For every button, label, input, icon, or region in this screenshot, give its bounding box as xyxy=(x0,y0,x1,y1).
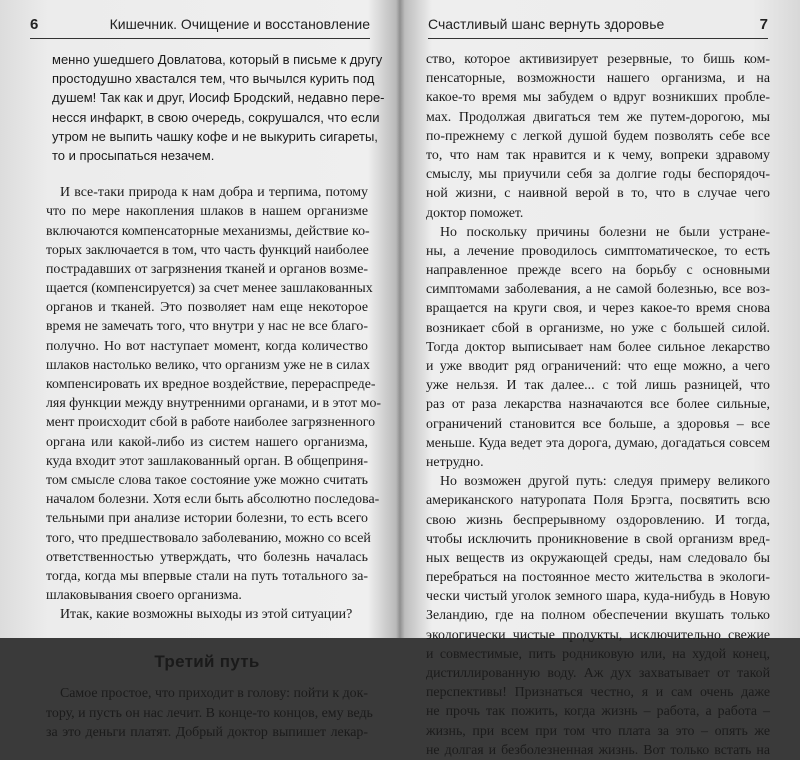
text-line: ство, которое активизирует резервные, то бишь ком- xyxy=(426,52,770,67)
text-line: куда входит этот зашлакованный орган. В общеприня- xyxy=(46,453,368,469)
text-line: органов и тканей. Это позволяет нам еще некоторое xyxy=(46,300,368,316)
text-line: менно ушедшего Довлатова, который в письме к другу xyxy=(52,52,383,67)
text-line: тогда, когда мы впервые стали на путь тотального за- xyxy=(46,568,368,584)
text-line: жизнь, при всем при том что плата за это – опять же xyxy=(426,723,770,739)
text-line: включаются компенсаторные механизмы, действие ко- xyxy=(46,223,370,239)
text-line: торых заключается в том, что часть функций наиболее xyxy=(46,242,369,258)
text-line: то, что нам так нравится и к чему, вопреки здравому xyxy=(426,147,770,163)
text-line: Самое простое, что приходит в голову: пойти к док- xyxy=(60,686,368,702)
text-line: И все-таки природа к нам добра и терпима, потому xyxy=(60,185,368,201)
spacer xyxy=(46,165,368,183)
text-line: дистиллированную воду. Аж дух захватывает от такой xyxy=(426,666,770,681)
text-line: том смысле слова такое состояние уже можно считать xyxy=(46,472,368,488)
text-line: мах. Продолжая двигаться тем же путем-дорогою, мы xyxy=(426,109,770,125)
text-line: простодушно хвастался тем, что вычылся курить под xyxy=(52,71,375,87)
text-line: Зеландию, где на полном обеспечении вкушать только xyxy=(426,608,770,624)
text-line: органа или какой-либо из систем нашего организма, xyxy=(46,434,368,450)
page-number: 7 xyxy=(759,16,768,33)
text-line: пенсаторные, возможности нашего организма, и на xyxy=(426,71,770,87)
text-line: ляя функции между внутренними органами, и в этот мо- xyxy=(46,396,382,412)
text-line: ограничений становится все больше, а здоровья – все xyxy=(426,416,770,432)
text-line: смыслу, мы приучили себя за долгие годы беспорядоч- xyxy=(426,167,770,183)
text-line: меньше. Куда ведет эта дорога, думаю, догадаться совсем xyxy=(426,435,770,451)
page-body xyxy=(46,50,385,742)
text-line: Но возможен другой путь: следуя примеру великого xyxy=(440,474,770,490)
text-line: мент происходит сбой в работе наиболее загрязненного xyxy=(46,415,376,431)
text-line: шлаков настолько велико, что организм уже не в силах xyxy=(46,357,370,373)
text-line: доктор поможет. xyxy=(426,205,524,221)
text-line: перебраться на постоянное место жительства в экологи- xyxy=(426,570,770,586)
text-line: не прочь так пожить, когда жизнь – работа, а работа – xyxy=(426,704,770,720)
text-line: вращается на круги своя, и через какое-то время снова xyxy=(426,301,770,317)
text-line: время не замечать того, что внутри у нас не все благо- xyxy=(46,319,368,335)
paragraph xyxy=(46,684,373,742)
text-line: то и просыпаться незачем. xyxy=(52,147,215,163)
text-line: за это деньги платят. Добрый доктор выпишет лекар- xyxy=(46,724,368,740)
text-line: какое-то время мы забудем о вдруг возникших пробле- xyxy=(426,90,770,106)
text-line: направленное прежде всего на борьбу с основными xyxy=(426,263,770,279)
text-line: что по мере накопления шлаков в нашем организме xyxy=(46,204,368,220)
paragraph xyxy=(426,472,770,760)
text-line: ных веществ из окружающей среды, нам следовало бы xyxy=(426,550,770,566)
paragraph xyxy=(426,223,770,472)
paragraph xyxy=(46,183,382,605)
text-line: чески чистый уголок земного шара, куда-нибудь в Новую xyxy=(426,589,770,605)
text-line: того, что предшествовало заболеванию, можно со всей xyxy=(46,530,371,546)
text-line: возникает сбой в организме, но уже с большей силой. xyxy=(426,320,770,336)
text-line: по-прежнему с легкой душой будем позволять себе все xyxy=(426,128,770,144)
text-line: и совместимые, пить родниковую или, на худой конец, xyxy=(426,646,770,662)
left-page xyxy=(0,0,398,740)
paragraph xyxy=(426,50,770,223)
running-head-title: Кишечник. Очищение и восстановление xyxy=(109,16,370,32)
running-head xyxy=(30,14,370,39)
text-line: нетрудно. xyxy=(426,454,484,470)
text-line: перспективы! Признаться честно, я и сам очень даже xyxy=(426,685,770,701)
text-line: ной жизни, с наивной верой в то, что в случае чего xyxy=(426,186,770,202)
text-line: не долгая и безболезненная жизнь. Вот только встать на xyxy=(426,742,770,758)
text-line: душем! Так как и друг, Иосиф Бродский, недавно пере- xyxy=(52,90,385,106)
text-line: симптомами заболевания, а не самой болезнью, все воз- xyxy=(426,282,770,298)
text-line: американского натуропата Поля Брэгга, посвятить всю xyxy=(426,493,770,509)
right-page xyxy=(402,0,800,758)
running-head xyxy=(428,14,768,39)
section-heading: Третий путь xyxy=(154,652,260,672)
text-line: и уже вводит ряд ограничений: что еще можно, а чего xyxy=(426,359,770,374)
text-line: уже нельзя. И так далее... с той лишь разницей, что xyxy=(426,378,770,394)
text-line: тору, и пусть он нас лечит. В конце-то концов, ему ведь xyxy=(46,705,373,721)
text-line: началом болезни. Хотя если быть абсолютно последова- xyxy=(46,492,380,508)
text-line: компенсировать их вредное воздействие, перераспреде- xyxy=(46,377,376,392)
text-line: шлаковывания своего организма. xyxy=(46,588,242,604)
text-line: экологически чистые продукты, исключительно свежие xyxy=(426,627,770,643)
page-number: 6 xyxy=(30,16,39,33)
text-line: раз от раза лекарства назначаются все более сильные, xyxy=(426,397,770,413)
text-line: тельными при анализе истории болезни, то есть всего xyxy=(46,511,368,527)
paragraph xyxy=(46,605,368,624)
text-line: Но поскольку причины болезни не были устране- xyxy=(440,224,770,240)
text-line: ответственностью утверждать, что болезнь началась xyxy=(46,549,368,565)
text-line: пострадавших от загрязнения тканей и органов возме- xyxy=(46,261,369,277)
text-line: ны, а лечение проводилось симптоматическое, то есть xyxy=(426,243,770,259)
running-head-title: Счастливый шанс вернуть здоровье xyxy=(428,16,665,32)
text-line: чтобы исключить проникновение в свой организм вред- xyxy=(426,531,770,547)
text-line: Тогда доктор выписывает нам более сильное лекарство xyxy=(426,339,770,355)
page-body xyxy=(426,50,770,760)
text-line: щается (компенсируется) за счет менее зашлакованных xyxy=(46,281,373,297)
text-line: получно. Но вот наступает момент, когда количество xyxy=(46,338,368,354)
text-line: утром не выпить чашку кофе и не выкурить сигареты, xyxy=(52,128,378,144)
text-line: Итак, какие возможны выходы из этой ситуации? xyxy=(60,607,353,623)
text-line: свою жизнь беспрерывному оздоровлению. И тогда, xyxy=(426,512,770,528)
quote-block xyxy=(46,50,385,165)
text-line: несся инфаркт, в свою очередь, сокрушался, что если xyxy=(52,109,380,125)
